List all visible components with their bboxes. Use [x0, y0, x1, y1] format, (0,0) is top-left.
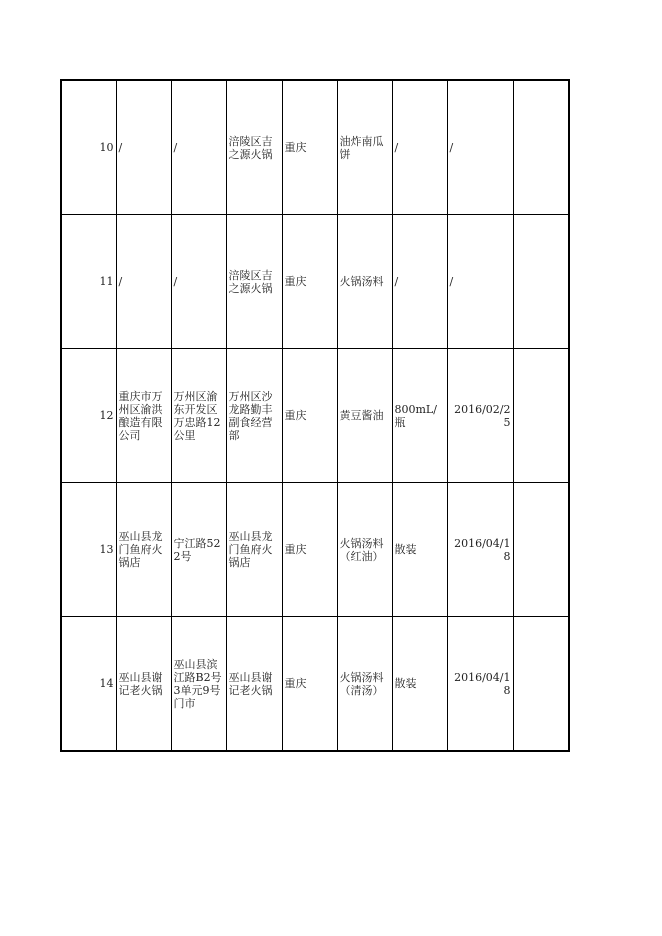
producer-cell[interactable]: /: [116, 80, 171, 215]
row-number-cell[interactable]: 11: [61, 215, 116, 349]
date-cell[interactable]: 2016/04/18: [447, 617, 513, 752]
note-cell[interactable]: [513, 215, 569, 349]
spec-cell[interactable]: 散装: [392, 617, 447, 752]
seller-cell[interactable]: 巫山县龙门鱼府火锅店: [226, 483, 282, 617]
note-cell[interactable]: [513, 80, 569, 215]
product-cell[interactable]: 油炸南瓜饼: [337, 80, 392, 215]
row-number-cell[interactable]: 10: [61, 80, 116, 215]
address-cell[interactable]: /: [171, 215, 226, 349]
address-cell[interactable]: 巫山县滨江路B2号3单元9号门市: [171, 617, 226, 752]
address-cell[interactable]: /: [171, 80, 226, 215]
note-cell[interactable]: [513, 483, 569, 617]
address-cell[interactable]: 宁江路522号: [171, 483, 226, 617]
row-number-cell[interactable]: 13: [61, 483, 116, 617]
seller-cell[interactable]: 万州区沙龙路勤丰副食经营部: [226, 349, 282, 483]
region-cell[interactable]: 重庆: [282, 215, 337, 349]
table-row: [61, 617, 569, 752]
table-row: [61, 215, 569, 349]
spreadsheet-table: [60, 79, 570, 752]
spec-cell[interactable]: 散装: [392, 483, 447, 617]
date-cell[interactable]: 2016/04/18: [447, 483, 513, 617]
row-number-cell[interactable]: 12: [61, 349, 116, 483]
region-cell[interactable]: 重庆: [282, 80, 337, 215]
producer-cell[interactable]: 巫山县龙门鱼府火锅店: [116, 483, 171, 617]
date-cell[interactable]: /: [447, 80, 513, 215]
date-cell[interactable]: /: [447, 215, 513, 349]
producer-cell[interactable]: /: [116, 215, 171, 349]
producer-cell[interactable]: 巫山县谢记老火锅: [116, 617, 171, 752]
row-number-cell[interactable]: 14: [61, 617, 116, 752]
product-cell[interactable]: 火锅汤料（红油）: [337, 483, 392, 617]
region-cell[interactable]: 重庆: [282, 617, 337, 752]
table-row: [61, 349, 569, 483]
spec-cell[interactable]: /: [392, 215, 447, 349]
table-row: [61, 483, 569, 617]
seller-cell[interactable]: 涪陵区吉之源火锅: [226, 215, 282, 349]
seller-cell[interactable]: 巫山县谢记老火锅: [226, 617, 282, 752]
table-row: [61, 80, 569, 215]
product-cell[interactable]: 火锅汤料（清汤）: [337, 617, 392, 752]
region-cell[interactable]: 重庆: [282, 483, 337, 617]
product-cell[interactable]: 火锅汤料: [337, 215, 392, 349]
address-cell[interactable]: 万州区渝东开发区万忠路12公里: [171, 349, 226, 483]
note-cell[interactable]: [513, 617, 569, 752]
spec-cell[interactable]: /: [392, 80, 447, 215]
seller-cell[interactable]: 涪陵区吉之源火锅: [226, 80, 282, 215]
region-cell[interactable]: 重庆: [282, 349, 337, 483]
product-cell[interactable]: 黄豆酱油: [337, 349, 392, 483]
note-cell[interactable]: [513, 349, 569, 483]
date-cell[interactable]: 2016/02/25: [447, 349, 513, 483]
producer-cell[interactable]: 重庆市万州区渝洪酿造有限公司: [116, 349, 171, 483]
spec-cell[interactable]: 800mL/瓶: [392, 349, 447, 483]
